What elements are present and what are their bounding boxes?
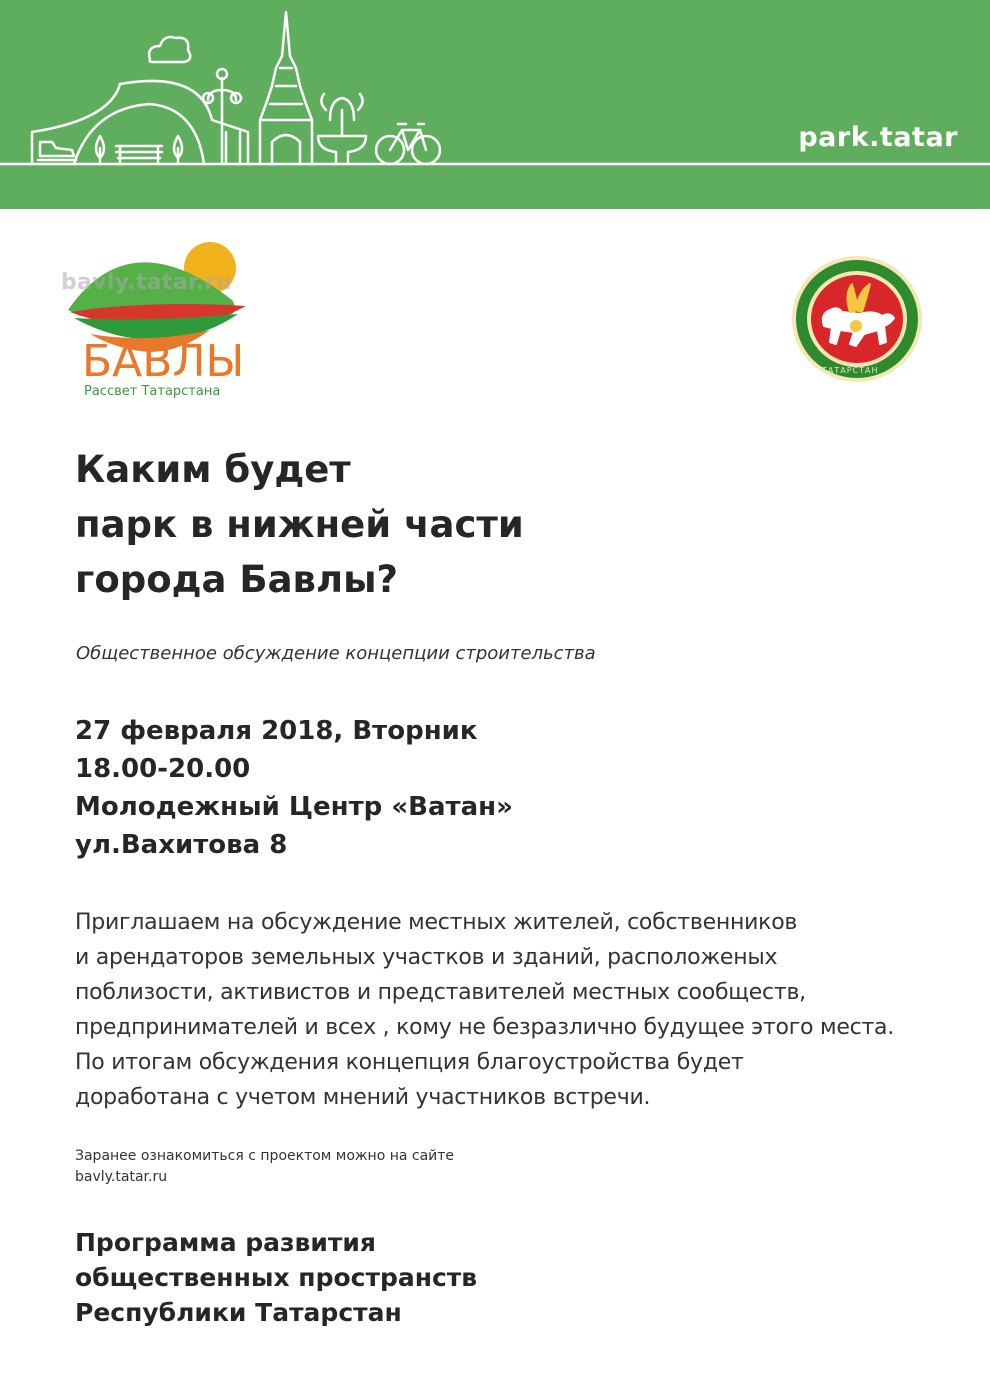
logo-name: БАВЛЫ xyxy=(82,336,245,387)
tower-icon xyxy=(260,12,312,164)
program-line: Программа развития xyxy=(75,1228,376,1257)
note-text: Заранее ознакомиться с проектом можно на сайте xyxy=(75,1148,455,1164)
logo-watermark: bavly.tatar.ru xyxy=(61,270,232,295)
ice-skate-icon xyxy=(38,142,76,160)
invitation-line: По итогам обсуждения концепция благоустройства будет xyxy=(75,1050,744,1075)
subtitle: Общественное обсуждение концепции строительства xyxy=(76,643,596,664)
event-venue: Молодежный Центр «Ватан» xyxy=(75,792,513,822)
project-note xyxy=(75,1146,454,1188)
emblem-caption: ТАТАРСТАН xyxy=(822,366,879,375)
note-link[interactable]: bavly.tatar.ru xyxy=(75,1169,168,1185)
fountain-icon xyxy=(318,94,366,164)
logo-tagline: Рассвет Татарстана xyxy=(84,384,221,399)
invitation-line: и арендаторов земельных участков и зданий, расположеных xyxy=(75,945,778,970)
bench-icon xyxy=(116,146,162,164)
tree-icon xyxy=(174,136,182,164)
title-line: города Бавлы? xyxy=(75,558,398,601)
invitation-line: предпринимателей и всех , кому не безразлично будущее этого места. xyxy=(75,1015,895,1040)
invitation-line: доработана с учетом мнений участников встречи. xyxy=(75,1085,651,1110)
program-line: Республики Татарстан xyxy=(75,1298,402,1327)
cloud-icon xyxy=(149,37,190,62)
program-line: общественных пространств xyxy=(75,1263,478,1292)
title-line: парк в нижней части xyxy=(75,503,524,546)
park-illustration xyxy=(0,0,990,209)
event-time: 18.00-20.00 xyxy=(75,754,251,784)
site-name[interactable]: park.tatar xyxy=(798,122,958,153)
bicycle-icon xyxy=(376,124,440,164)
event-details xyxy=(75,712,513,864)
tree-icon xyxy=(96,136,104,164)
invitation-line: Приглашаем на обсуждение местных жителей, собственников xyxy=(75,910,798,935)
event-date: 27 февраля 2018, Вторник xyxy=(75,716,478,746)
event-address: ул.Вахитова 8 xyxy=(75,830,288,860)
program-name xyxy=(75,1225,477,1330)
header-banner xyxy=(0,0,990,209)
invitation-text xyxy=(75,905,894,1115)
title-line: Каким будет xyxy=(75,448,351,491)
invitation-line: поблизости, активистов и представителей местных сообществ, xyxy=(75,980,806,1005)
page-title xyxy=(75,442,524,607)
tatarstan-coat-of-arms-icon xyxy=(790,254,924,384)
